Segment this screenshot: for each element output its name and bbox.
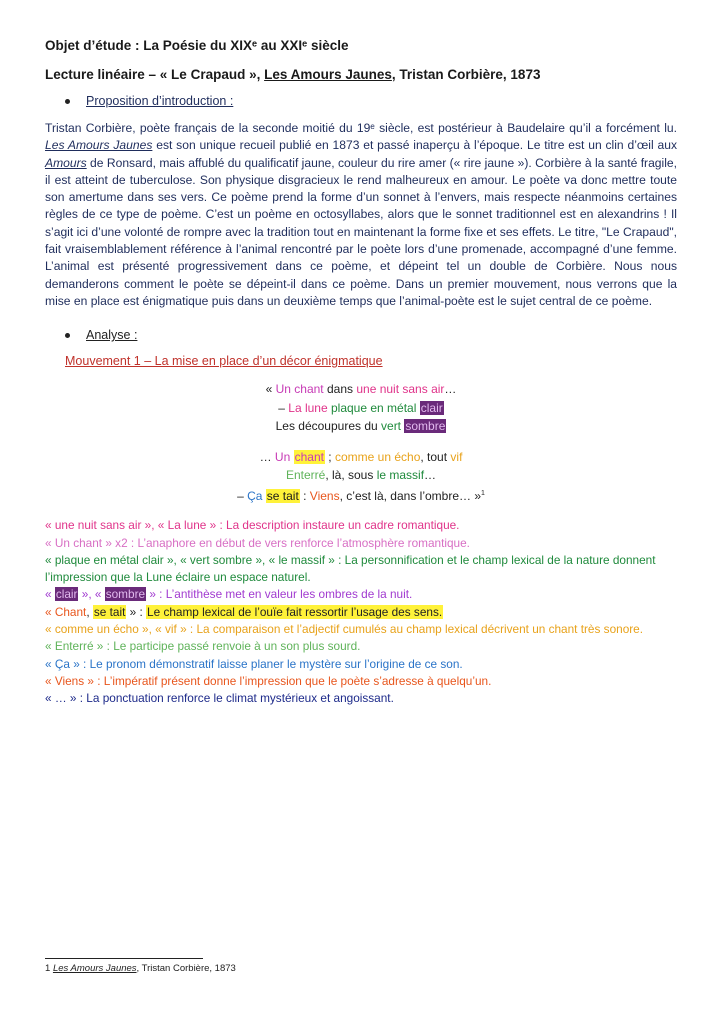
intro-work-title: Les Amours Jaunes — [45, 138, 153, 153]
poem-line: Enterré, là, sous le massif… — [285, 468, 437, 483]
lecture-prefix: Lecture linéaire – « Le Crapaud », — [45, 67, 265, 82]
poem-excerpt — [45, 380, 677, 505]
bullet-icon — [65, 99, 70, 104]
intro-text-1: Tristan Corbière, poète français de la seconde moitié du 19ᵉ siècle, est postérieur à Baudelaire qu’il a forcément lu. — [45, 121, 677, 135]
poem-line: … Un chant ; comme un écho, tout vif — [259, 449, 463, 464]
intro-heading: Proposition d’introduction : — [86, 94, 234, 108]
analyse-heading: Analyse : — [86, 328, 138, 343]
intro-bullet — [65, 94, 677, 108]
lecture-suffix: , Tristan Corbière, 1873 — [391, 67, 541, 82]
analyse-bullet — [65, 328, 677, 342]
intro-paragraph — [45, 120, 677, 310]
poem-line: « Un chant dans une nuit sans air… — [265, 382, 457, 397]
footnote-divider — [45, 958, 203, 959]
poem-line: Les découpures du vert sombre — [275, 419, 446, 434]
poem-line: – La lune plaque en métal clair — [278, 400, 443, 415]
footnote-number: 1 — [45, 963, 53, 974]
note-antithese: « clair », « sombre » : L’antithèse met en valeur les ombres de la nuit. — [45, 587, 413, 602]
mouvement-title: Mouvement 1 – La mise en place d’un décor énigmatique — [65, 354, 383, 369]
analysis-notes — [45, 517, 677, 707]
note-participe: « Enterré » : Le participe passé renvoie à un son plus sourd. — [45, 639, 361, 654]
note-pronom: « Ça » : Le pronom démonstratif laisse planer le mystère sur l’origine de ce son. — [45, 656, 463, 671]
document-title: Objet d’étude : La Poésie du XIXᵉ au XXIᵉ siècle — [45, 38, 349, 53]
note-imperatif: « Viens » : L’impératif présent donne l’impression que le poète s’adresse à quelqu’un. — [45, 673, 492, 688]
poem-stanza-2 — [45, 448, 677, 506]
footnote-ref: 1 — [481, 489, 485, 497]
intro-amours-title: Amours — [45, 155, 87, 170]
poem-stanza-1 — [45, 380, 677, 436]
note-ponctuation: « … » : La ponctuation renforce le climat mystérieux et angoissant. — [45, 691, 394, 706]
footnote-work: Les Amours Jaunes — [52, 963, 137, 974]
note-nature: « plaque en métal clair », « vert sombre », « le massif » : La personnification et le champ lexical de la nature donnent l’impression que la Lune éclaire un espace naturel. — [45, 552, 656, 585]
bullet-icon — [65, 333, 70, 338]
lecture-work: Les Amours Jaunes — [264, 67, 392, 82]
poem-line: – Ça se tait : Viens, c’est là, dans l’ombre… »$^1$ — [237, 488, 485, 503]
note-comparaison: « comme un écho », « vif » : La comparaison et l’adjectif cumulés au champ lexical décrivent un chant très sonore. — [45, 622, 644, 637]
footnote-rest: , Tristan Corbière, 1873 — [136, 963, 236, 974]
intro-text-3: de Ronsard, mais affublé du qualificatif jaune, couleur du rire amer (« rire jaune »). Corbière à la santé fragile, il est atteint de tuberculose. Son physique disgracieux le rend malheureux en amour. Le poète va donc mettre toute son amertume dans ses vers. Ce poème prend la forme d’un sonnet à l’envers, mais respecte néanmoins certaines règles de ce type de poème. C’est un poème en octosyllabes, alors que le sonnet traditionnel est en alexandrins ! Il s’agit ici d’une volonté de rompre avec la tradition tout en maintenant la forme fixe et ses effets. Le titre, "Le Crapaud", fait vraisemblablement référence à l’animal rencontré par le poète lors d’une promenade, accompagné d’une femme. L’animal est présenté progressivement dans ce poème, et dépeint tel un double de Corbière. Nous nous demanderons comment le poète se dépeint-il dans ce poème. Dans un premier mouvement, nous verrons que la mise en place est énigmatique puis dans un deuxième temps que l’animal-poète est le sujet central de ce poème. — [45, 155, 677, 308]
note-ouie: « Chant, se tait » : Le champ lexical de l’ouïe fait ressortir l’usage des sens. — [45, 604, 443, 619]
footnote — [45, 963, 236, 974]
intro-text-2: est son unique recueil publié en 1873 et passé inaperçu à l’époque. Le titre est un clin d’œil aux — [152, 138, 678, 153]
note-anaphore: « Un chant » x2 : L’anaphore en début de vers renforce l’atmosphère romantique. — [45, 535, 470, 550]
note-description: « une nuit sans air », « La lune » : La description instaure un cadre romantique. — [45, 518, 460, 533]
lecture-heading — [45, 67, 677, 82]
document-page — [45, 38, 677, 708]
